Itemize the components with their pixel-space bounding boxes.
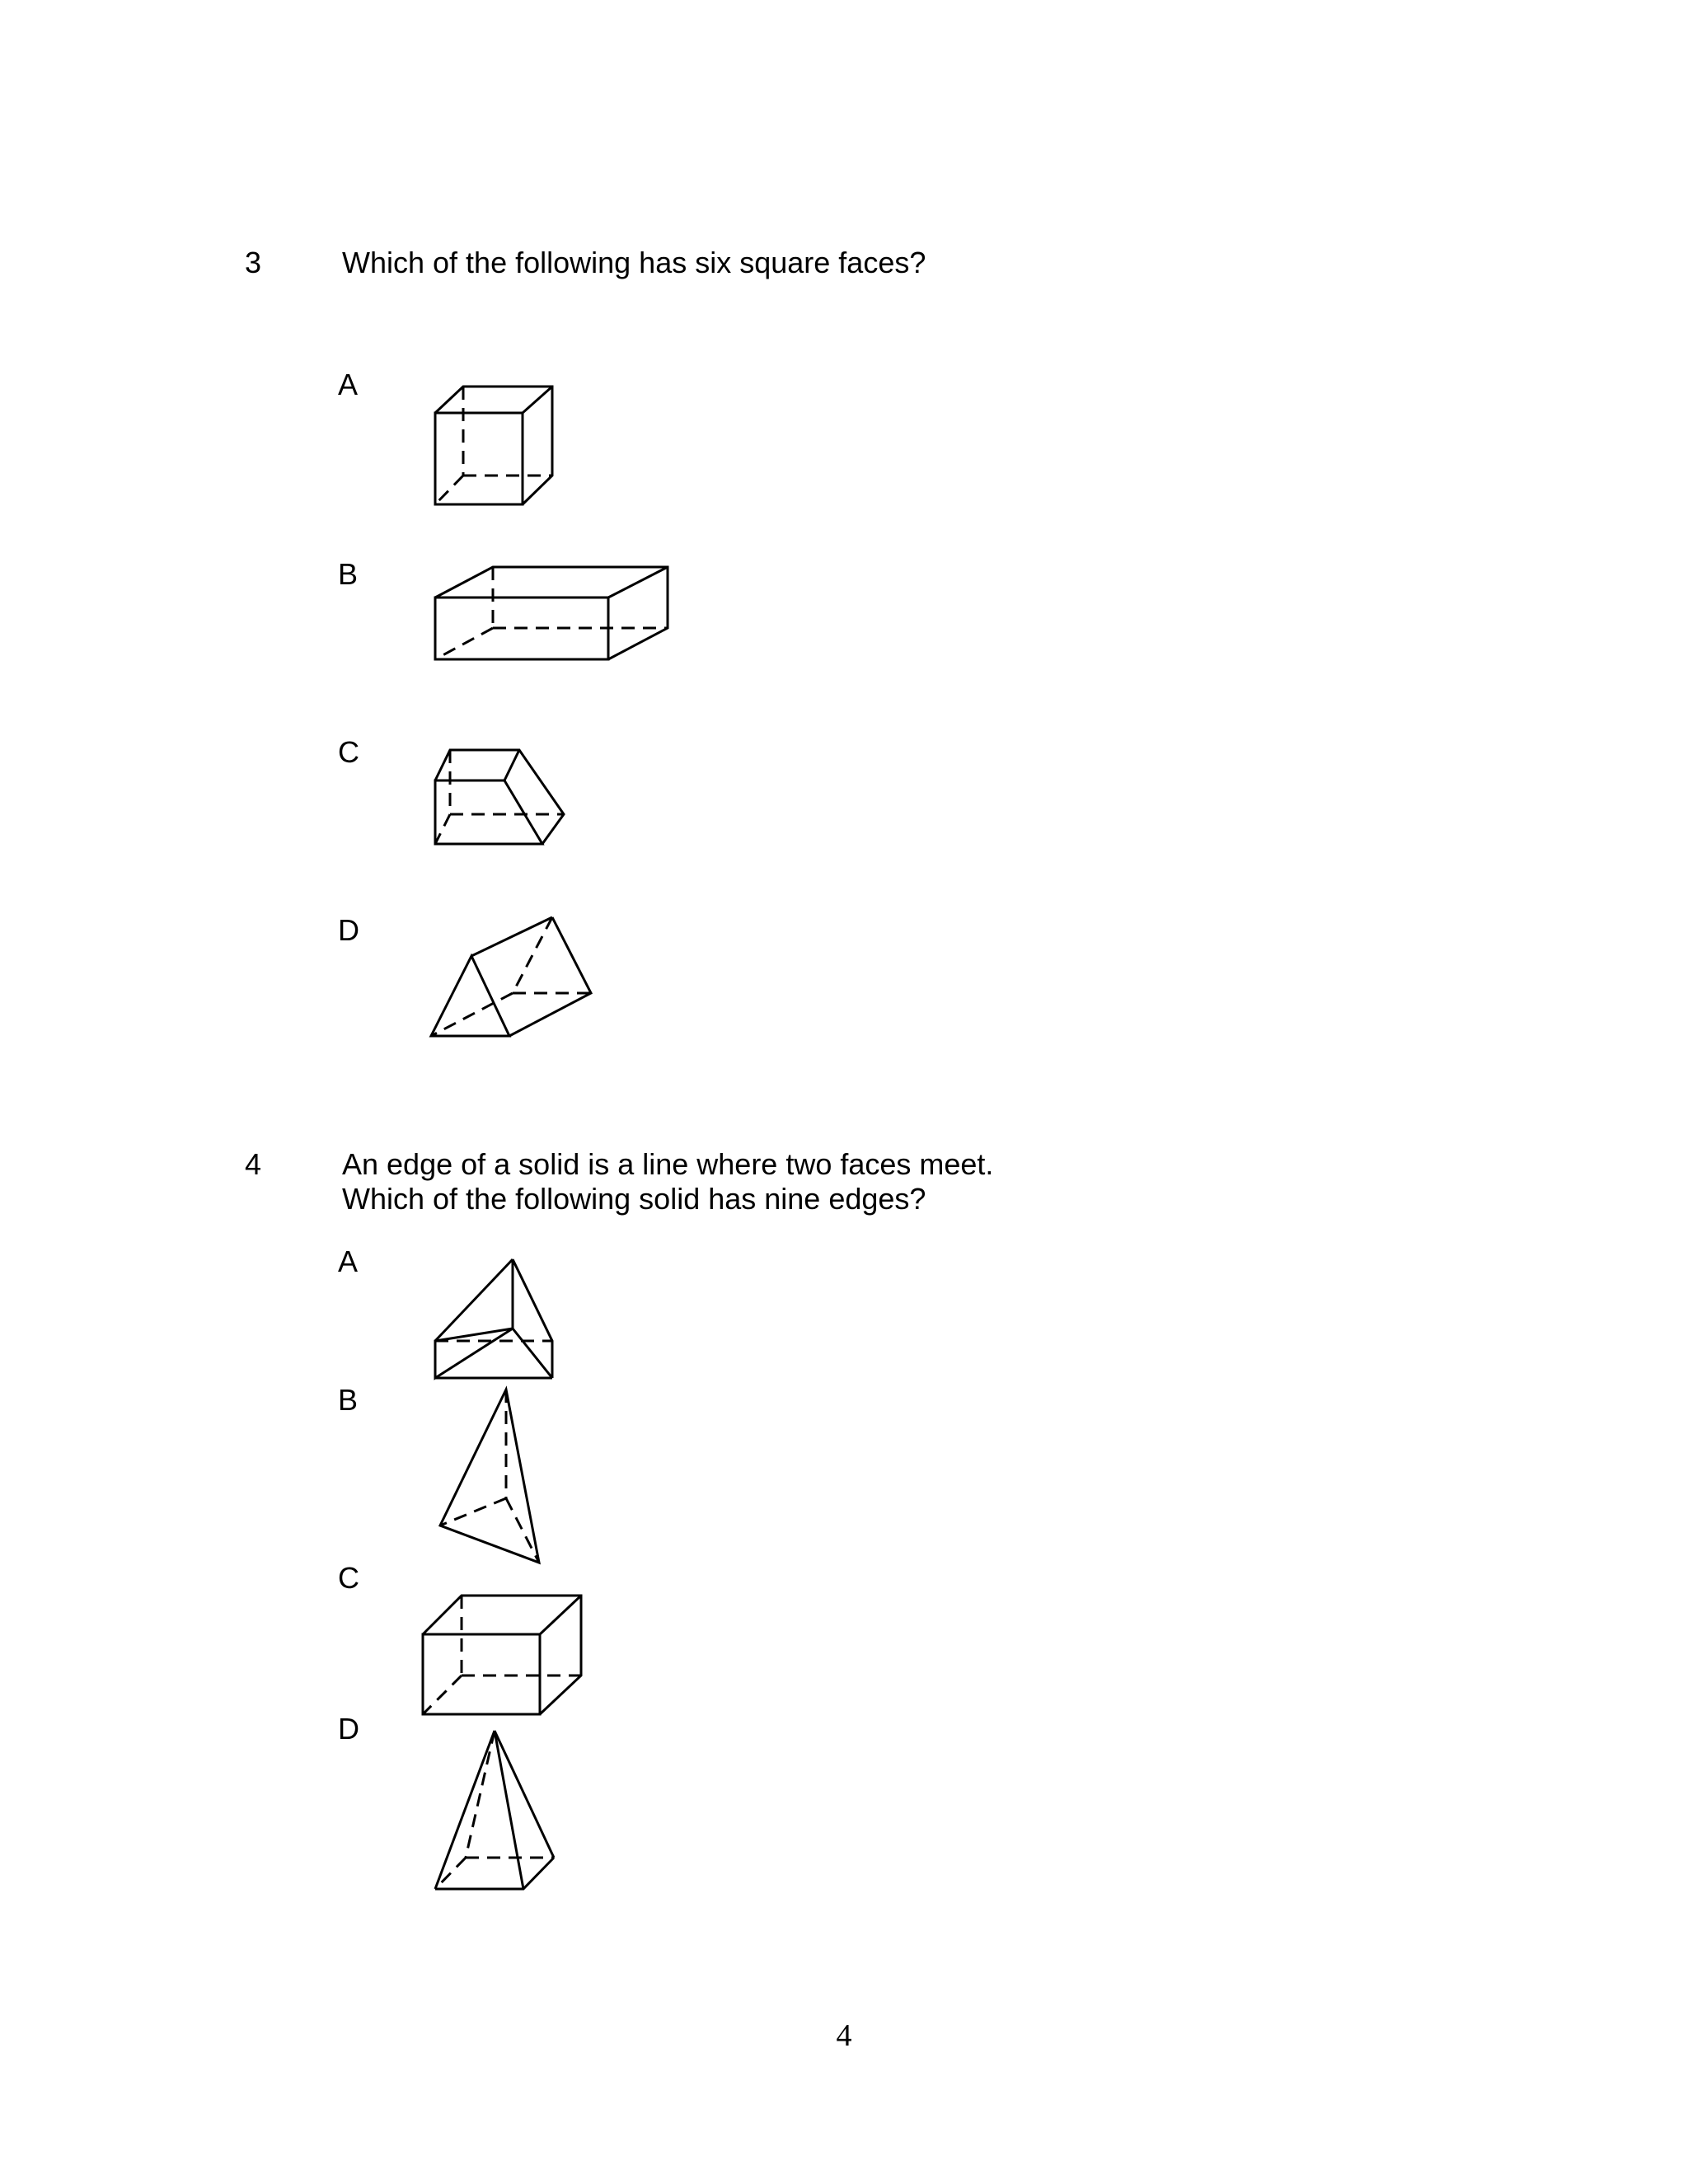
triangular-prism-icon (429, 1253, 560, 1385)
question-text: Which of the following solid has nine edges? (342, 1182, 926, 1216)
option-label: B (338, 1383, 359, 1417)
question-number: 4 (245, 1147, 262, 1181)
question-text: Which of the following has six square faces? (342, 246, 926, 279)
option-label: A (338, 1244, 359, 1278)
question-text: An edge of a solid is a line where two faces meet. (342, 1147, 994, 1181)
hexagonal-prism-icon (429, 743, 577, 851)
option-label: B (338, 557, 359, 591)
option-label: D (338, 913, 359, 947)
tetrahedron-icon (429, 1383, 544, 1572)
cube-icon (429, 379, 560, 511)
option-label: A (338, 368, 359, 401)
option-label: C (338, 735, 359, 769)
triangular-prism-icon (424, 911, 606, 1047)
option-label: D (338, 1712, 359, 1746)
cuboid-icon (416, 1589, 589, 1721)
question-number: 3 (245, 246, 262, 279)
page-number: 4 (836, 2018, 852, 2053)
cuboid-icon (429, 560, 676, 668)
square-pyramid-icon (429, 1724, 560, 1897)
option-label: C (338, 1561, 359, 1595)
